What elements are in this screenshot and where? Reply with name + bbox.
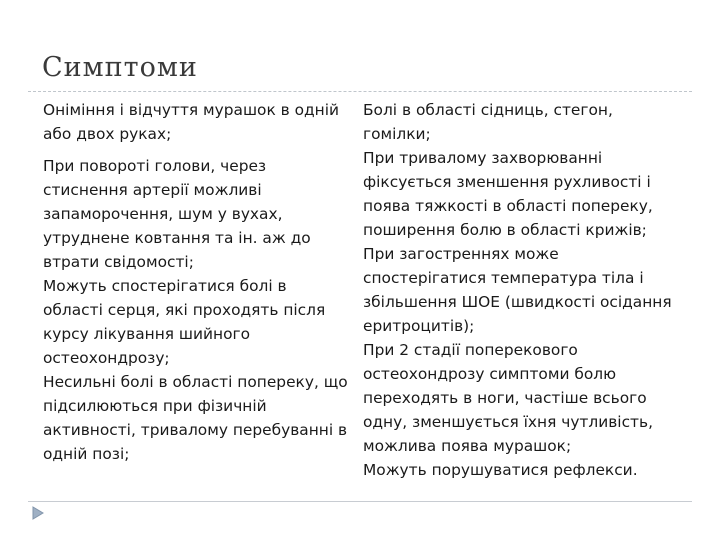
right-paragraph-2: При тривалому захворюванні фіксується зменшення рухливості і поява тяжкості в області попереку, поширення болю в області крижів;: [363, 149, 653, 239]
right-paragraph-1: Болі в області сідниць, стегон, гомілки;: [363, 101, 613, 143]
triangle-right-icon[interactable]: [31, 506, 45, 520]
slide-title: Симптоми: [42, 52, 198, 83]
right-paragraph-3: При загостреннях може спостерігатися температура тіла і збільшення ШОЕ (швидкості осідання еритроцитів);: [363, 245, 672, 335]
title-divider: [28, 91, 692, 92]
left-paragraph-3: Можуть спостерігатися болі в області серця, які проходять після курсу лікування шийного остеохондрозу;: [43, 277, 326, 367]
right-column: [363, 98, 673, 482]
right-paragraph-5: Можуть порушуватися рефлекси.: [363, 461, 638, 479]
left-paragraph-1: Оніміння і відчуття мурашок в одній або двох руках;: [43, 101, 340, 143]
left-column: [43, 98, 349, 466]
right-paragraph-4: При 2 стадії поперекового остеохондрозу симптоми болю переходять в ноги, частіше всього одну, зменшується їхня чутливість, можлива поява мурашок;: [363, 341, 653, 455]
left-paragraph-4: Несильні болі в області попереку, що підсилюються при фізичній активності, тривалому перебуванні в одній позі;: [43, 373, 348, 463]
left-paragraph-2: При повороті голови, через стиснення артерії можливі запаморочення, шум у вухах, утруднене ковтання та ін. аж до втрати свідомості;: [43, 157, 311, 271]
bottom-divider: [28, 501, 692, 502]
